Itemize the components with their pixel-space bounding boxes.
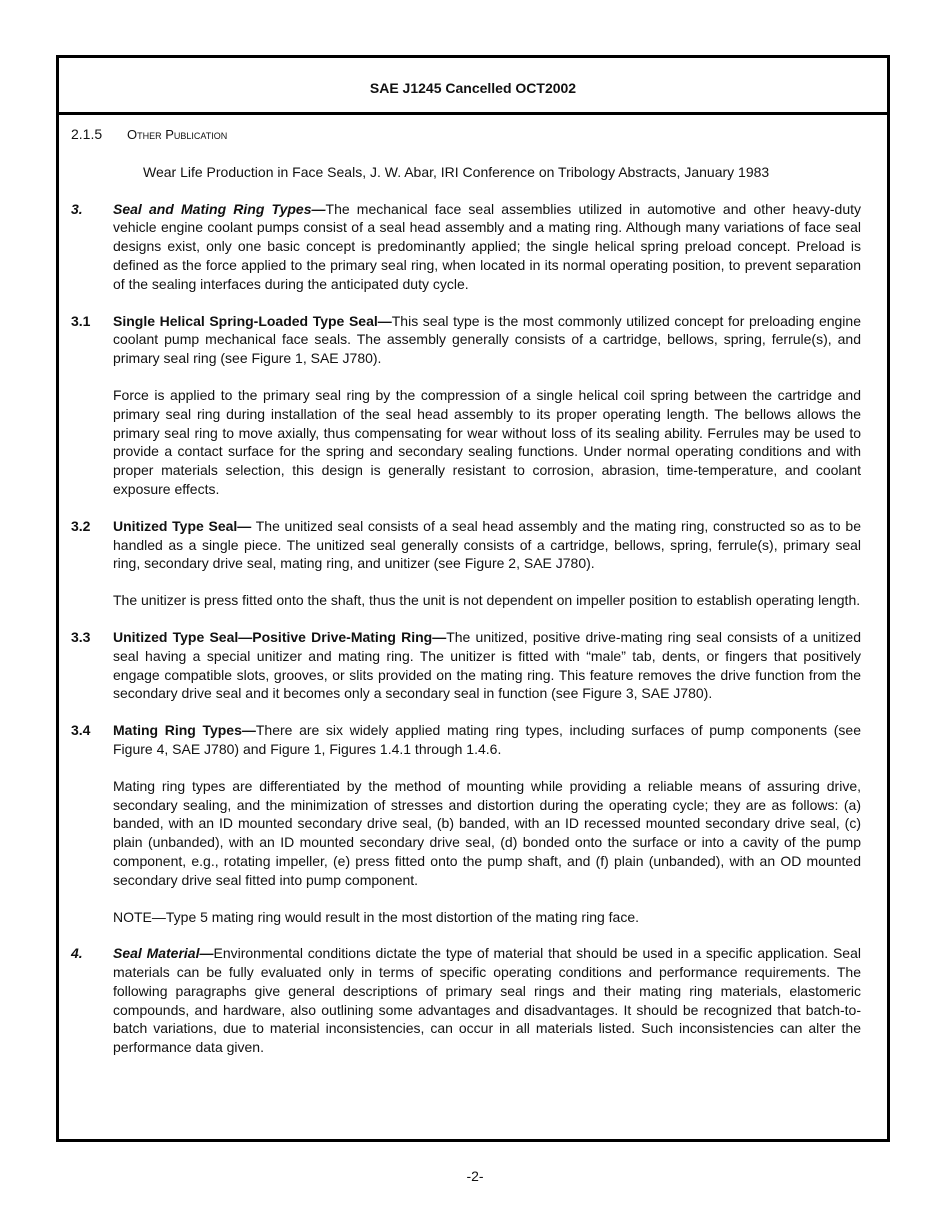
section-number: 3.	[71, 200, 83, 217]
paragraph: Seal Material—Environmental conditions dictate the type of material that should be used in a specific application. Seal materials can be fully evaluated only in terms of specific operating conditions and performance requirements. The following paragraphs give general descriptions of primary seal rings and their mating ring materials, elastomeric compounds, and hardware, also outlining some advantages and disadvantages. It should be recognized that batch-to-batch variations, due to material inconsistencies, can occur in all materials listed. Such inconsistencies can alter the performance data given.	[113, 945, 861, 1056]
page-number: -2-	[466, 1168, 484, 1184]
section-3-1	[71, 312, 861, 499]
paragraph: Force is applied to the primary seal ring by the compression of a single helical coil spring between the cartridge and primary seal ring during installation of the seal head assembly to its proper operating length. The bellows allows the primary seal ring to move axially, thus compensating for wear without loss of its sealing ability. Ferrules may be used to provide a contact surface for the spring and secondary sealing functions. Under normal operating conditions and with proper materials selection, this design is generally resistant to corrosion, abrasion, time-temperature, and coolant exposure effects.	[113, 386, 861, 497]
document-header: SAE J1245 Cancelled OCT2002	[59, 58, 887, 115]
section-number: 3.3	[71, 628, 91, 645]
section-number: 3.1	[71, 312, 91, 329]
paragraph: Unitized Type Seal—Positive Drive-Mating Ring—The unitized, positive drive-mating ring seal consists of a unitized seal having a special unitizer and mating ring. The unitizer is fitted with “male” tab, dents, or fingers that positively engage compatible slots, grooves, or slits provided on the mating ring. This feature removes the drive function from the secondary drive seal and it becomes only a secondary seal in function (see Figure 3, SAE J780).	[113, 628, 862, 702]
paragraph: Unitized Type Seal— The unitized seal consists of a seal head assembly and the mating ring, constructed so as to be handled as a single piece. The unitized seal generally consists of a cartridge, bellows, spring, ferrule(s), primary seal ring, secondary drive seal, mating ring, and unitizer (see Figure 2, SAE J780).	[113, 517, 861, 572]
section-4	[71, 944, 861, 1057]
paragraph: Single Helical Spring-Loaded Type Seal—This seal type is the most commonly utilized concept for preloading engine coolant pump mechanical face seals. The assembly generally consists of a cartridge, bellows, spring, ferrule(s), and primary seal ring (see Figure 1, SAE J780).	[113, 312, 861, 367]
section-title: Single Helical Spring-Loaded Type Seal—	[113, 312, 392, 329]
page-frame	[56, 55, 890, 1142]
section-title: Unitized Type Seal—Positive Drive-Mating Ring—	[113, 628, 447, 645]
paragraph: Mating ring types are differentiated by the method of mounting while providing a reliable means of assuring drive, secondary sealing, and the minimization of stresses and distortion during the operating cycle; they are as follows: (a) banded, with an ID mounted secondary drive seal, (b) banded, with an ID recessed mounted secondary drive seal, (c) plain (unbanded), with an ID mounted secondary drive seal, (d) bonded onto the surface or into a cavity of the pump component, e.g., rotating impeller, (e) press fitted onto the pump shaft, and (f) plain (unbanded), with an OD mounted secondary drive seal fitted into pump component.	[113, 777, 861, 888]
paragraph: Seal and Mating Ring Types—The mechanical face seal assemblies utilized in automotive and other heavy-duty vehicle engine coolant pumps consist of a seal head assembly and a mating ring. Although many variations of face seal designs exist, only one basic concept is predominantly applied; the single helical spring preload concept. Preload is defined as the force applied to the primary seal ring, when located in its normal operating position, to prevent separation of the sealing interfaces during the anticipated duty cycle.	[113, 200, 861, 292]
section-number: 3.4	[71, 722, 91, 739]
section-title: Mating Ring Types—	[113, 722, 256, 739]
section-3-4	[71, 721, 861, 926]
section-3-2	[71, 517, 861, 610]
paragraph: Mating Ring Types—There are six widely applied mating ring types, including surfaces of pump components (see Figure 4, SAE J780) and Figure 1, Figures 1.4.1 through 1.4.6.	[113, 722, 861, 757]
note: NOTE—Type 5 mating ring would result in the most distortion of the mating ring face.	[113, 908, 640, 925]
citation: Wear Life Production in Face Seals, J. W. Abar, IRI Conference on Tribology Abstracts, January 1983	[143, 163, 770, 180]
section-title: Seal Material—	[113, 945, 214, 962]
section-title: Other Publication	[127, 127, 228, 142]
paragraph: The unitizer is press fitted onto the shaft, thus the unit is not dependent on impeller position to establish operating length.	[113, 592, 861, 609]
section-number: 2.1.5	[71, 126, 103, 142]
section-3	[71, 200, 861, 294]
section-number: 3.2	[71, 517, 91, 534]
section-2-1-5	[71, 125, 861, 145]
section-title: Unitized Type Seal—	[113, 517, 252, 534]
section-title: Seal and Mating Ring Types—	[113, 200, 326, 217]
section-3-3	[71, 628, 861, 703]
section-number: 4.	[71, 945, 83, 962]
document-body	[59, 115, 887, 1057]
